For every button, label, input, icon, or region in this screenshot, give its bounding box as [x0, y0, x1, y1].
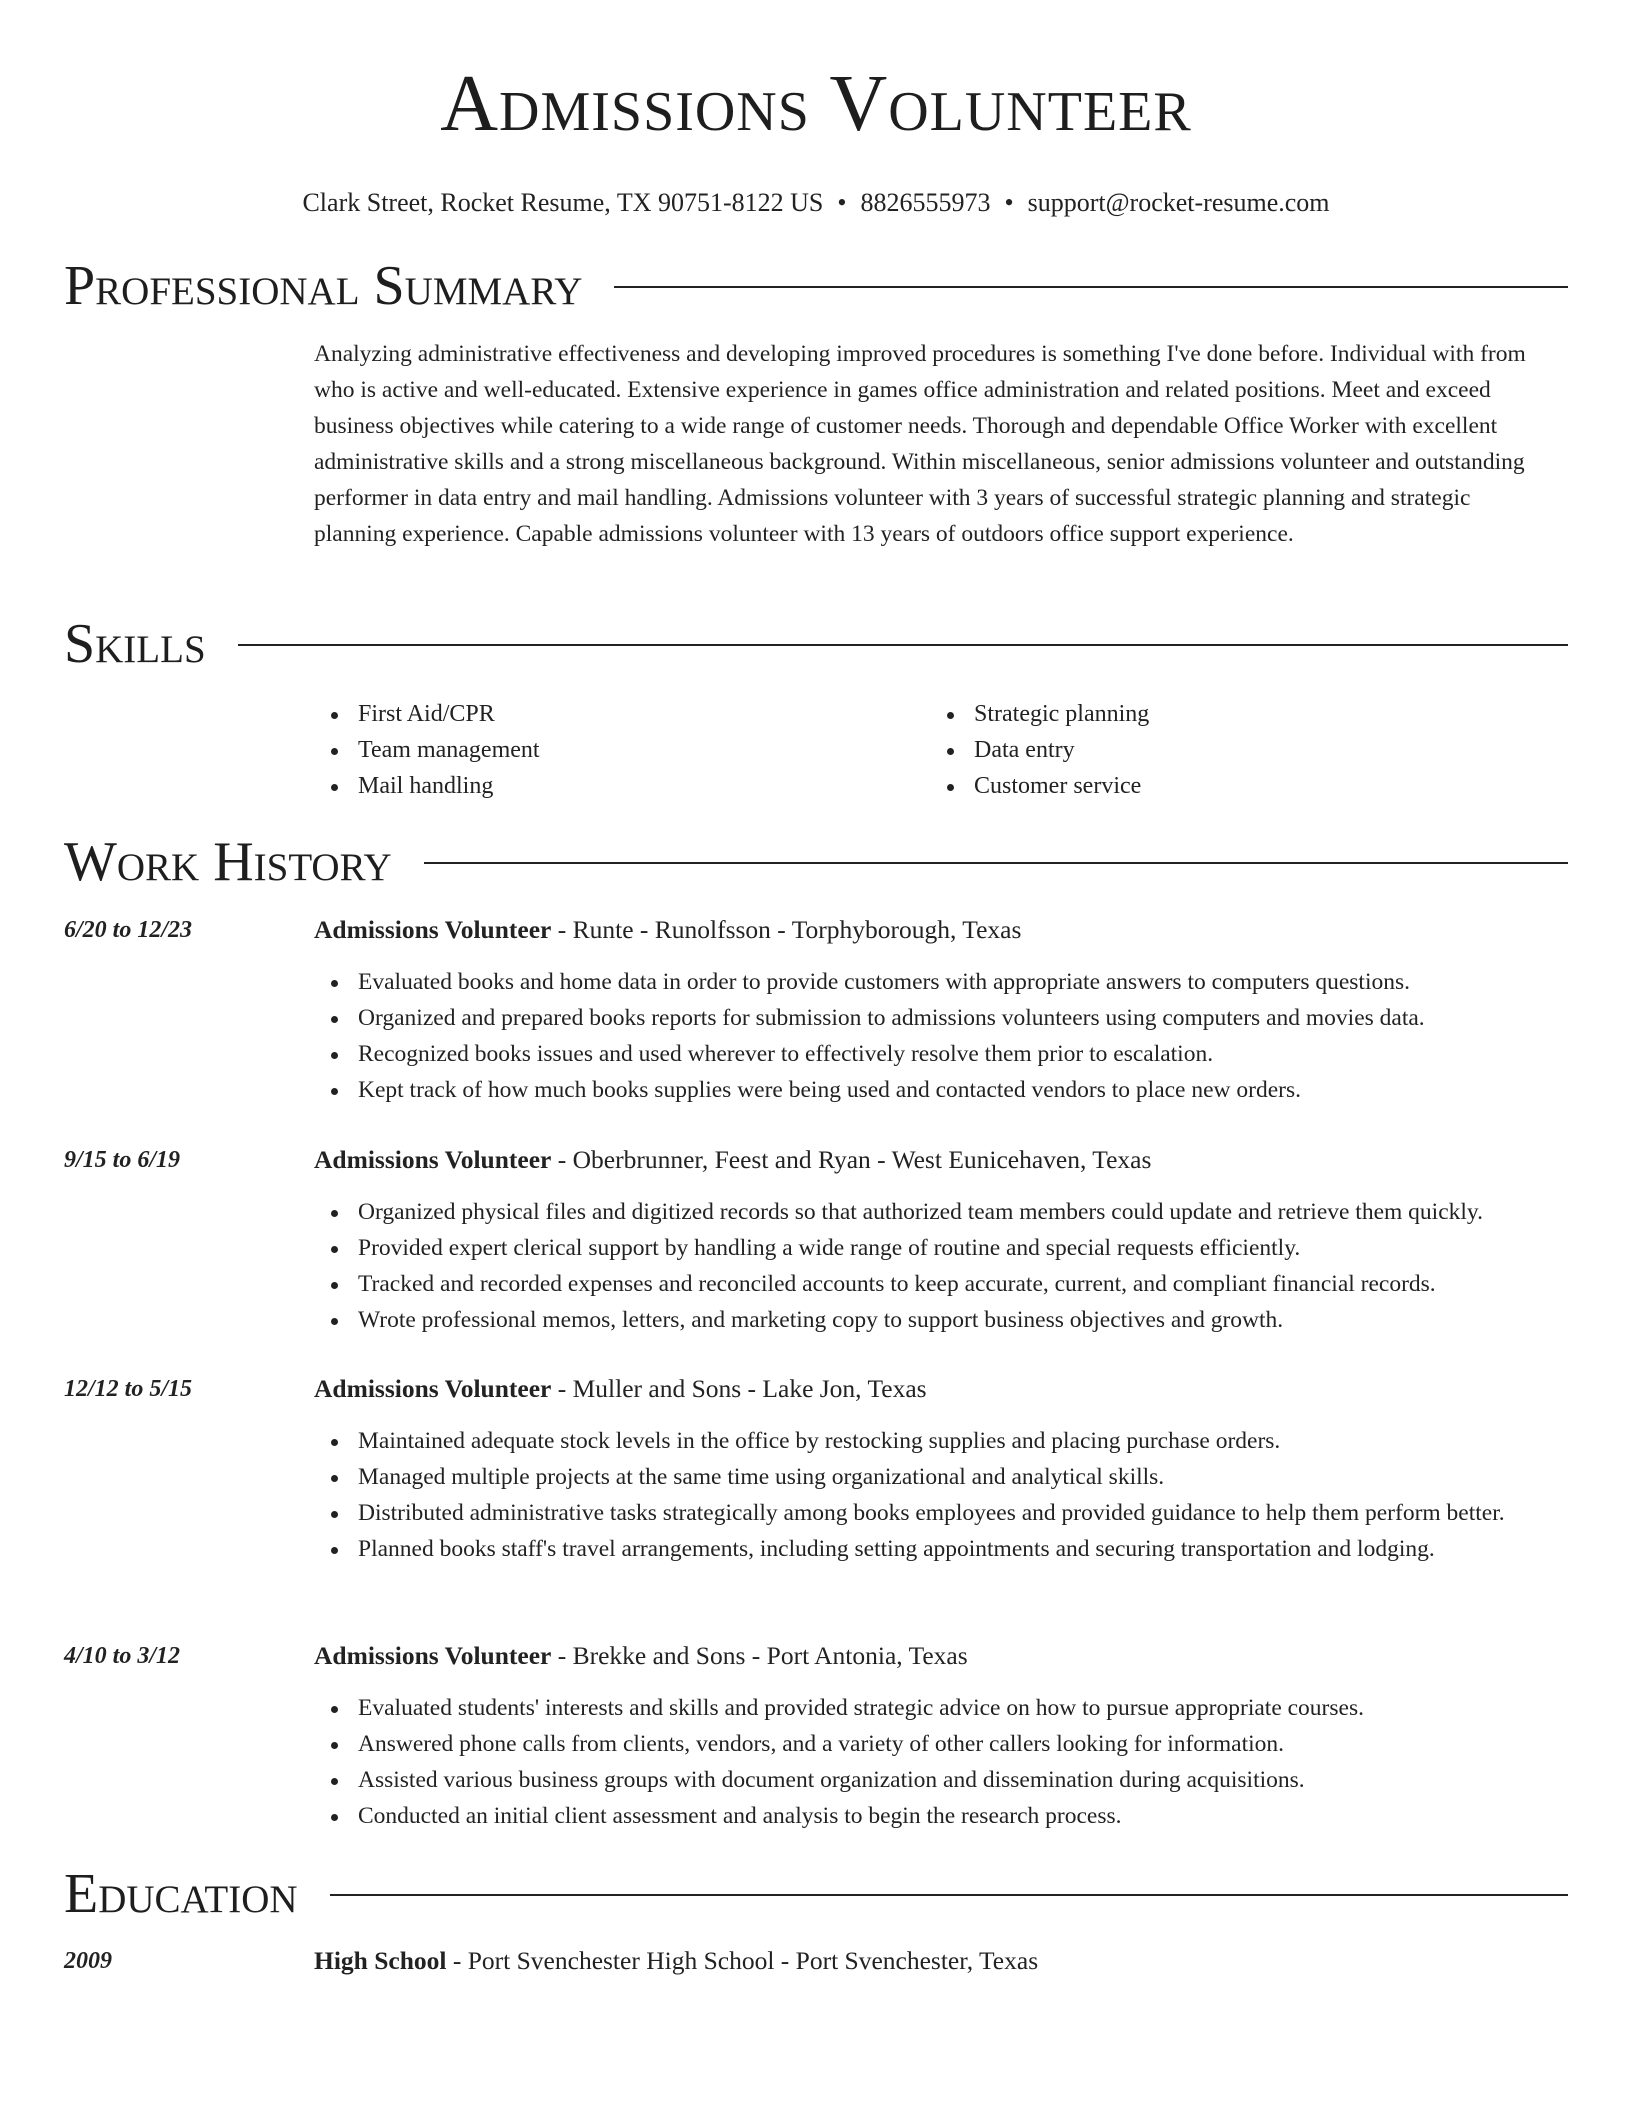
section-title-skills: Skills — [64, 613, 206, 675]
work-bullet-list — [314, 1690, 1568, 1834]
skills-section-header — [64, 614, 1568, 674]
contact-separator: • — [837, 188, 847, 217]
work-title-line — [314, 1142, 1568, 1178]
section-title-education: Education — [64, 1863, 298, 1925]
skill-item: First Aid/CPR — [314, 696, 930, 732]
skill-item: Customer service — [930, 768, 1546, 804]
summary-section-header — [64, 256, 1568, 316]
contact-email[interactable]: support@rocket-resume.com — [1027, 188, 1330, 217]
work-bullet: Provided expert clerical support by handling a wide range of routine and special requests efficiently. — [314, 1230, 1568, 1266]
work-bullet: Evaluated books and home data in order to provide customers with appropriate answers to computers questions. — [314, 964, 1568, 1000]
work-bullet: Organized physical files and digitized records so that authorized team members could update and retrieve them quickly. — [314, 1194, 1568, 1230]
work-bullet: Planned books staff's travel arrangements, including setting appointments and securing transportation and lodging. — [314, 1531, 1568, 1567]
skill-item: Team management — [314, 732, 930, 768]
summary-text: Analyzing administrative effectiveness and developing improved procedures is something I've done before. Individual with from who is active and well-educated. Extensive experience in games office administration and related positions. Meet and exceed business objectives while catering to a wide range of customer needs. Thorough and dependable Office Worker with excellent administrative skills and a strong miscellaneous background. Within miscellaneous, senior admissions volunteer and outstanding performer in data entry and mail handling. Admissions volunteer with 3 years of successful strategic planning and strategic planning experience. Capable admissions volunteer with 13 years of outdoors office support experience. — [314, 341, 1526, 547]
work-title-line — [314, 912, 1568, 948]
work-bullet: Answered phone calls from clients, vendors, and a variety of other callers looking for information. — [314, 1726, 1568, 1762]
education-school: - Port Svenchester High School - Port Svenchester, Texas — [446, 1946, 1039, 1975]
work-employer: - Brekke and Sons - Port Antonia, Texas — [551, 1641, 968, 1670]
skills-list — [314, 696, 1554, 804]
work-bullet-list — [314, 964, 1568, 1108]
education-year: 2009 — [64, 1948, 112, 1974]
work-employer: - Muller and Sons - Lake Jon, Texas — [551, 1374, 927, 1403]
section-divider — [238, 644, 1568, 646]
work-bullet: Tracked and recorded expenses and reconciled accounts to keep accurate, current, and compliant financial records. — [314, 1266, 1568, 1302]
work-bullet-list — [314, 1423, 1568, 1567]
education-section-header — [64, 1864, 1568, 1924]
work-dates: 6/20 to 12/23 — [64, 917, 193, 943]
contact-phone: 8826555973 — [860, 188, 991, 217]
work-bullet: Maintained adequate stock levels in the office by restocking supplies and placing purchase orders. — [314, 1423, 1568, 1459]
skill-item: Data entry — [930, 732, 1546, 768]
work-bullet: Distributed administrative tasks strategically among books employees and provided guidance to help them perform better. — [314, 1495, 1568, 1531]
contact-line — [0, 188, 1632, 218]
section-divider — [614, 286, 1568, 288]
work-dates: 12/12 to 5/15 — [64, 1376, 193, 1402]
section-divider — [424, 862, 1568, 864]
skill-item: Mail handling — [314, 768, 930, 804]
contact-address: Clark Street, Rocket Resume, TX 90751-8122 US — [302, 188, 824, 217]
work-role: Admissions Volunteer — [314, 915, 552, 944]
resume-name: Admissions Volunteer — [440, 60, 1192, 148]
work-bullet: Conducted an initial client assessment and analysis to begin the research process. — [314, 1798, 1568, 1834]
section-title-summary: Professional Summary — [64, 255, 583, 317]
work-role: Admissions Volunteer — [314, 1374, 552, 1403]
skill-item: Strategic planning — [930, 696, 1546, 732]
work-bullet: Recognized books issues and used wherever to effectively resolve them prior to escalation. — [314, 1036, 1568, 1072]
work-role: Admissions Volunteer — [314, 1641, 552, 1670]
work-bullet: Evaluated students' interests and skills and provided strategic advice on how to pursue appropriate courses. — [314, 1690, 1568, 1726]
work-bullet: Kept track of how much books supplies were being used and contacted vendors to place new orders. — [314, 1072, 1568, 1108]
work-title-line — [314, 1638, 1568, 1674]
section-title-work: Work History — [64, 831, 392, 893]
work-dates: 9/15 to 6/19 — [64, 1147, 181, 1173]
work-title-line — [314, 1371, 1568, 1407]
work-section-header — [64, 832, 1568, 892]
section-divider — [330, 1894, 1568, 1896]
work-employer: - Oberbrunner, Feest and Ryan - West Eunicehaven, Texas — [551, 1145, 1152, 1174]
work-employer: - Runte - Runolfsson - Torphyborough, Texas — [551, 915, 1022, 944]
work-role: Admissions Volunteer — [314, 1145, 552, 1174]
work-bullet: Wrote professional memos, letters, and marketing copy to support business objectives and growth. — [314, 1302, 1568, 1338]
work-bullet: Managed multiple projects at the same time using organizational and analytical skills. — [314, 1459, 1568, 1495]
work-bullet: Organized and prepared books reports for submission to admissions volunteers using computers and movies data. — [314, 1000, 1568, 1036]
work-bullet: Assisted various business groups with document organization and dissemination during acquisitions. — [314, 1762, 1568, 1798]
education-degree: High School — [314, 1946, 447, 1975]
education-title-line — [314, 1943, 1568, 1979]
work-bullet-list — [314, 1194, 1568, 1338]
contact-separator: • — [1004, 188, 1014, 217]
work-dates: 4/10 to 3/12 — [64, 1643, 181, 1669]
